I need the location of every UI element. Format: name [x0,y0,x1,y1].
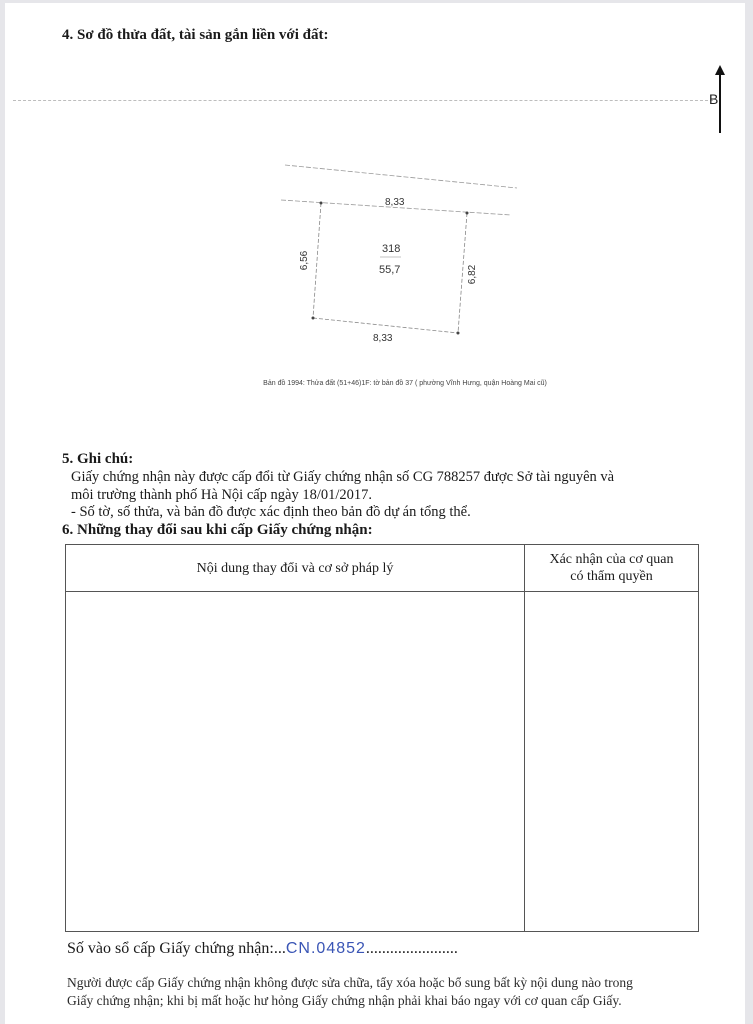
column-header-confirmation-line2: có thẩm quyền [570,569,653,584]
registry-line [67,940,458,958]
parcel-area: 55,7 [379,264,401,276]
parcel-number: 318 [382,243,401,255]
registry-dots: ....................... [365,940,458,957]
confirmation-cell [525,592,699,932]
north-label: B [709,91,719,107]
section-6-heading: 6. Những thay đổi sau khi cấp Giấy chứng nhận: [62,522,373,538]
map-caption: Bản đồ 1994: Thửa đất (51+46)1F: tờ bản đồ 37 ( phường Vĩnh Hưng, quận Hoàng Mai cũ) [263,380,547,387]
note-line-3: - Số tờ, số thửa, và bản đồ được xác định theo bản đồ dự án tổng thể. [71,504,471,520]
parcel-outline-icon [275,153,535,353]
parcel-top-length: 8,33 [385,197,405,208]
section-4-heading: 4. Sơ đồ thửa đất, tài sản gắn liền với đất: [62,27,329,43]
section-5-heading: 5. Ghi chú: [62,451,134,467]
note-line-1: Giấy chứng nhận này được cấp đổi từ Giấy chứng nhận số CG 788257 được Sở tài nguyên và [71,469,615,485]
parcel-right-length: 6,82 [467,264,479,285]
footer-line-2: Giấy chứng nhận; khi bị mất hoặc hư hỏng Giấy chứng nhận phải khai báo ngay với cơ quan cấp Giấy. [67,993,622,1008]
footer-line-1: Người được cấp Giấy chứng nhận không được sửa chữa, tẩy xóa hoặc bổ sung bất kỳ nội dung nào trong [67,975,633,990]
registry-label: Số vào sổ cấp Giấy chứng nhận:... [67,940,286,957]
column-header-confirmation-line1: Xác nhận của cơ quan [549,552,674,567]
parcel-left-length: 6,56 [299,250,311,271]
parcel-diagram [275,153,535,353]
registry-number: CN.04852 [285,940,366,957]
document-page [5,3,745,1024]
changes-table [65,544,699,932]
column-header-confirmation [525,545,699,592]
note-line-2: môi trường thành phố Hà Nội cấp ngày 18/01/2017. [71,487,373,503]
parcel-bottom-length: 8,33 [373,333,393,344]
column-header-content: Nội dung thay đổi và cơ sở pháp lý [66,545,525,592]
divider-line [13,100,713,101]
content-cell [66,592,525,932]
